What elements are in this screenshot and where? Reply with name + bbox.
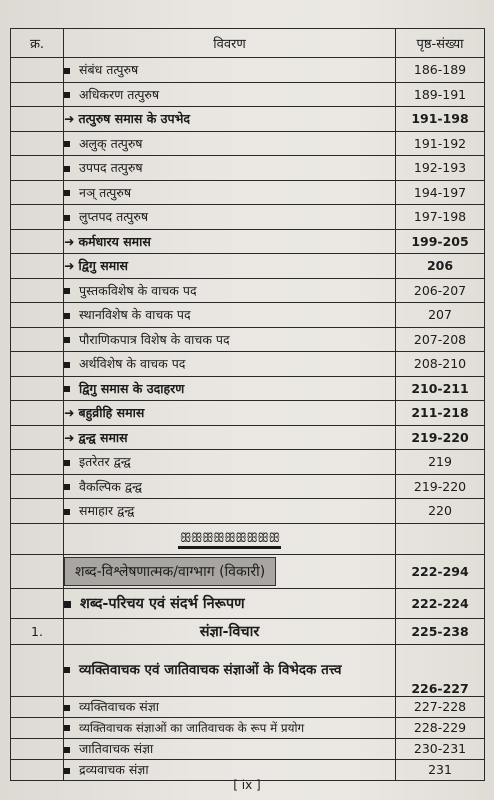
header-description: विवरण — [64, 29, 396, 58]
section-banner: शब्द-विश्लेषणात्मक/वाग्भाग (विकारी) — [64, 557, 276, 586]
bullet-square-icon — [64, 667, 70, 673]
toc-row — [11, 278, 485, 303]
contents-table — [10, 28, 485, 781]
toc-entry-title: स्थानविशेष के वाचक पद — [79, 307, 191, 323]
toc-row — [11, 107, 485, 132]
chapter-row — [11, 618, 485, 644]
toc-entry-title: वैकल्पिक द्वन्द्व — [79, 478, 142, 494]
toc-entry-title: द्विगु समास — [78, 258, 128, 274]
toc-row — [11, 58, 485, 83]
toc-entry-title: तत्पुरुष समास के उपभेद — [78, 111, 191, 127]
section-row — [11, 554, 485, 588]
toc-entry-title: द्विगु समास के उदाहरण — [79, 380, 185, 396]
subtopic-page: 230-231 — [396, 738, 485, 759]
bullet-square-icon — [64, 725, 70, 731]
bullet-square-icon — [64, 337, 70, 343]
contents-body — [11, 58, 485, 781]
toc-row — [11, 303, 485, 328]
subtopic-title: जातिवाचक संज्ञा — [79, 741, 154, 756]
subtopic-row — [11, 759, 485, 780]
intro-page: 222-224 — [396, 588, 485, 618]
toc-entry-title: बहुव्रीहि समास — [78, 405, 145, 421]
toc-row — [11, 254, 485, 279]
toc-row — [11, 327, 485, 352]
intro-row — [11, 588, 485, 618]
toc-entry-title: अलुक् तत्पुरुष — [79, 135, 143, 151]
toc-entry-page: 208-210 — [396, 352, 485, 377]
toc-entry-title: अर्थविशेष के वाचक पद — [79, 356, 186, 372]
arrow-right-icon: ➜ — [64, 111, 75, 127]
toc-entry-page: 219-220 — [396, 474, 485, 499]
header-page-number: पृष्ठ-संख्या — [396, 29, 485, 58]
toc-row — [11, 450, 485, 475]
bullet-square-icon — [64, 362, 70, 368]
arrow-right-icon: ➜ — [64, 233, 75, 249]
arrow-right-icon: ➜ — [64, 258, 75, 274]
toc-entry-page: 199-205 — [396, 229, 485, 254]
toc-row — [11, 401, 485, 426]
subtopic-title: व्यक्तिवाचक संज्ञाओं का जातिवाचक के रूप में प्रयोग — [79, 720, 305, 735]
toc-entry-page: 186-189 — [396, 58, 485, 83]
toc-entry-page: 192-193 — [396, 156, 485, 181]
subtopic-row — [11, 696, 485, 717]
subtopic-page: 226-227 — [396, 644, 485, 696]
toc-entry-page: 191-192 — [396, 131, 485, 156]
toc-row — [11, 499, 485, 524]
subtopic-page: 228-229 — [396, 717, 485, 738]
arrow-right-icon: ➜ — [64, 429, 75, 445]
bullet-square-icon — [64, 460, 70, 466]
toc-entry-page: 207 — [396, 303, 485, 328]
toc-row — [11, 205, 485, 230]
toc-entry-title: लुप्तपद तत्पुरुष — [79, 209, 149, 225]
chapter-number: 1. — [11, 618, 64, 644]
toc-row — [11, 425, 485, 450]
toc-entry-page: 191-198 — [396, 107, 485, 132]
toc-entry-page: 206 — [396, 254, 485, 279]
bullet-square-icon — [64, 768, 70, 774]
subtopic-page: 231 — [396, 759, 485, 780]
subtopic-page: 227-228 — [396, 696, 485, 717]
bullet-square-icon — [64, 705, 70, 711]
toc-entry-title: द्वन्द्व समास — [78, 429, 128, 445]
subtopic-title: द्रव्यवाचक संज्ञा — [79, 762, 149, 777]
ornament-divider: ꕥꕥꕥꕥꕥꕥꕥꕥꕥ — [178, 531, 282, 549]
subtopic-row — [11, 717, 485, 738]
toc-entry-title: उपपद तत्पुरुष — [79, 160, 143, 176]
toc-row — [11, 131, 485, 156]
bullet-square-icon — [64, 509, 70, 515]
toc-entry-title: नञ् तत्पुरुष — [79, 184, 132, 200]
toc-entry-page: 189-191 — [396, 82, 485, 107]
bullet-square-icon — [64, 92, 70, 98]
toc-entry-page: 194-197 — [396, 180, 485, 205]
bullet-square-icon — [64, 141, 70, 147]
chapter-title: संज्ञा-विचार — [64, 618, 396, 644]
ornament-row — [11, 523, 485, 554]
toc-entry-title: कर्मधारय समास — [78, 233, 151, 249]
page-number-footer: [ ix ] — [233, 778, 261, 792]
bullet-square-icon — [64, 68, 70, 74]
toc-entry-page: 207-208 — [396, 327, 485, 352]
toc-entry-title: पौराणिकपात्र विशेष के वाचक पद — [79, 331, 230, 347]
arrow-right-icon: ➜ — [64, 405, 75, 421]
bullet-square-icon — [64, 215, 70, 221]
toc-row — [11, 352, 485, 377]
bullet-square-icon — [64, 190, 70, 196]
toc-row — [11, 229, 485, 254]
header-serial: क्र. — [11, 29, 64, 58]
subtopic-title: व्यक्तिवाचक एवं जातिवाचक संज्ञाओं के विभेदक तत्त्व — [79, 661, 342, 678]
bullet-square-icon — [64, 386, 70, 392]
intro-title: शब्द-परिचय एवं संदर्भ निरूपण — [80, 596, 245, 612]
toc-entry-page: 210-211 — [396, 376, 485, 401]
toc-row — [11, 180, 485, 205]
toc-row — [11, 82, 485, 107]
bullet-square-icon — [64, 747, 70, 753]
toc-entry-title: पुस्तकविशेष के वाचक पद — [79, 282, 197, 298]
toc-entry-title: अधिकरण तत्पुरुष — [79, 86, 160, 102]
toc-row — [11, 376, 485, 401]
toc-entry-page: 211-218 — [396, 401, 485, 426]
toc-entry-title: संबंध तत्पुरुष — [79, 62, 139, 78]
toc-row — [11, 474, 485, 499]
bullet-square-icon — [64, 484, 70, 490]
subtopic-title: व्यक्तिवाचक संज्ञा — [79, 699, 159, 714]
toc-entry-page: 219-220 — [396, 425, 485, 450]
bullet-square-icon — [64, 313, 70, 319]
subtopic-row — [11, 738, 485, 759]
bullet-square-icon — [64, 601, 71, 608]
toc-entry-page: 206-207 — [396, 278, 485, 303]
subtopic-row — [11, 644, 485, 696]
bullet-square-icon — [64, 288, 70, 294]
toc-entry-page: 219 — [396, 450, 485, 475]
toc-row — [11, 156, 485, 181]
chapter-page: 225-238 — [396, 618, 485, 644]
toc-entry-page: 220 — [396, 499, 485, 524]
toc-entry-title: इतरेतर द्वन्द्व — [79, 454, 131, 470]
toc-entry-title: समाहार द्वन्द्व — [79, 503, 135, 519]
toc-entry-page: 197-198 — [396, 205, 485, 230]
table-header — [11, 29, 485, 58]
bullet-square-icon — [64, 166, 70, 172]
section-page: 222-294 — [396, 554, 485, 588]
